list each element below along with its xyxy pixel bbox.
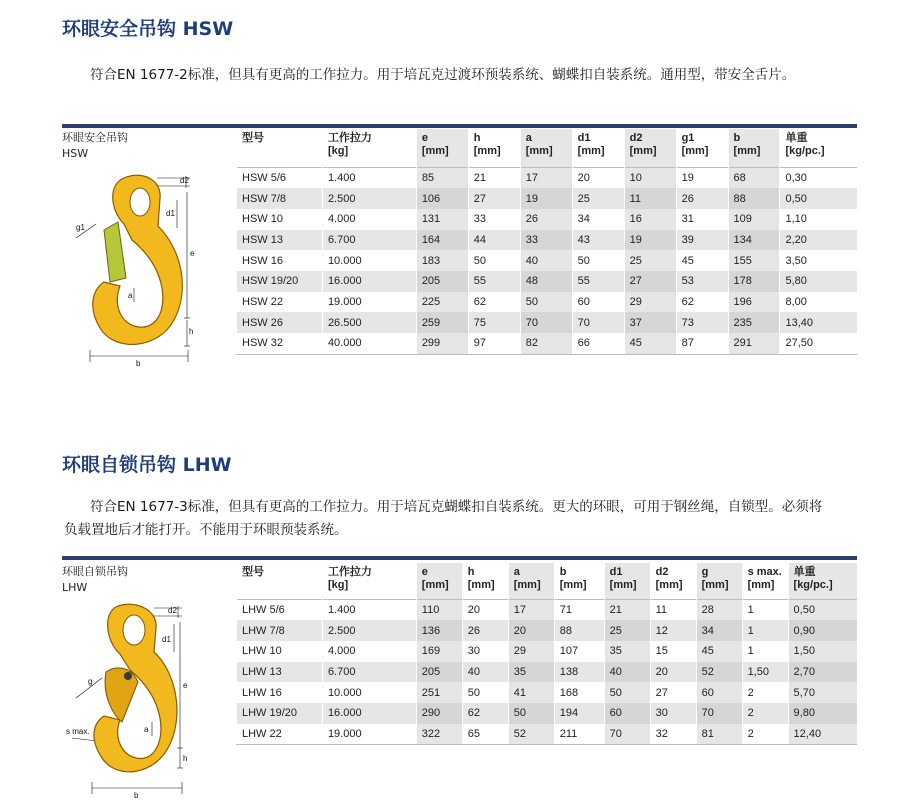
lhw-lock-latch-icon [105, 668, 138, 722]
lhw-table-cell: 45 [696, 641, 742, 662]
hsw-table-cell: 75 [468, 312, 520, 333]
lhw-table-cell: 2 [742, 724, 788, 745]
lhw-table-cell: 21 [604, 599, 650, 620]
hsw-title: 环眼安全吊钩 HSW [62, 18, 234, 40]
lhw-dim-e: e [183, 681, 188, 690]
lhw-table-cell: 88 [554, 620, 604, 641]
hsw-table-cell: 1,10 [780, 209, 857, 230]
hsw-hook-diagram [62, 170, 232, 370]
hsw-table-cell: 11 [624, 188, 676, 209]
lhw-table-cell: 35 [508, 662, 554, 683]
hsw-table-cell: 25 [624, 250, 676, 271]
lhw-col-header: d1 [mm] [604, 563, 650, 599]
lhw-table-cell: 136 [416, 620, 462, 641]
lhw-table-cell: 0,90 [788, 620, 857, 641]
hsw-table-cell: 70 [520, 312, 572, 333]
hsw-table-cell: 19 [520, 188, 572, 209]
hsw-table-cell: 50 [572, 250, 624, 271]
hsw-table-cell: 82 [520, 333, 572, 354]
lhw-col-header: h [mm] [462, 563, 508, 599]
hsw-table-cell: 43 [572, 230, 624, 251]
hsw-table-header-row [237, 129, 858, 167]
hsw-table-cell: HSW 22 [237, 292, 323, 313]
hsw-table-cell: 87 [676, 333, 728, 354]
lhw-table-cell: 81 [696, 724, 742, 745]
lhw-table-cell: 17 [508, 599, 554, 620]
lhw-table-cell: 40 [462, 662, 508, 683]
lhw-table-cell: 1 [742, 641, 788, 662]
hsw-table-cell: 85 [416, 167, 468, 188]
hsw-table-cell: 40.000 [322, 333, 416, 354]
hsw-product-label [62, 130, 128, 162]
hsw-table-cell: 259 [416, 312, 468, 333]
lhw-dim-b: b [134, 791, 139, 800]
lhw-table-cell: 4.000 [322, 641, 416, 662]
hsw-table-cell: 66 [572, 333, 624, 354]
lhw-dim-smax: s max. [66, 727, 90, 736]
hsw-table-cell: 73 [676, 312, 728, 333]
lhw-dim-d1: d1 [162, 635, 171, 644]
hsw-table-cell: 45 [676, 250, 728, 271]
hsw-col-header: 型号 [237, 129, 323, 167]
lhw-table-cell: LHW 19/20 [237, 703, 323, 724]
hsw-dim-b: b [136, 359, 141, 368]
hsw-table-cell: 62 [468, 292, 520, 313]
hsw-table-cell: 39 [676, 230, 728, 251]
lhw-table-cell: 50 [508, 703, 554, 724]
lhw-dim-a: a [144, 725, 149, 734]
lhw-table-body [237, 599, 858, 745]
lhw-product-label [62, 564, 128, 596]
hsw-table-cell: 1.400 [322, 167, 416, 188]
lhw-col-header: b [mm] [554, 563, 604, 599]
hsw-table-cell: 235 [728, 312, 780, 333]
hsw-table-cell: 196 [728, 292, 780, 313]
hsw-table-cell: HSW 32 [237, 333, 323, 354]
lhw-table-cell: 60 [604, 703, 650, 724]
hsw-table-row [237, 292, 858, 313]
lhw-table-header-row [237, 563, 858, 599]
lhw-table-cell: 1 [742, 620, 788, 641]
lhw-col-header: s max. [mm] [742, 563, 788, 599]
hsw-table-body [237, 167, 858, 354]
hsw-table-cell: HSW 10 [237, 209, 323, 230]
lhw-table-cell: 16.000 [322, 703, 416, 724]
hsw-table-cell: 62 [676, 292, 728, 313]
lhw-col-header: d2 [mm] [650, 563, 696, 599]
hsw-dim-h: h [189, 327, 194, 336]
lhw-col-header: 工作拉力 [kg] [322, 563, 416, 599]
hsw-table-cell: 20 [572, 167, 624, 188]
hsw-table-cell: 37 [624, 312, 676, 333]
lhw-table-row [237, 641, 858, 662]
hsw-table-row [237, 209, 858, 230]
hsw-col-header: h [mm] [468, 129, 520, 167]
lhw-col-header: a [mm] [508, 563, 554, 599]
lhw-table-cell: 62 [462, 703, 508, 724]
lhw-table-cell: 50 [604, 682, 650, 703]
lhw-table-cell: 9,80 [788, 703, 857, 724]
hsw-table-cell: 50 [520, 292, 572, 313]
lhw-table-cell: LHW 5/6 [237, 599, 323, 620]
lhw-table-row [237, 724, 858, 745]
lhw-col-header: 型号 [237, 563, 323, 599]
hsw-dim-d2: d2 [180, 176, 189, 185]
lhw-table-cell: 29 [508, 641, 554, 662]
lhw-table-cell: 2 [742, 682, 788, 703]
hsw-table-cell: 10.000 [322, 250, 416, 271]
lhw-col-header: 单重 [kg/pc.] [788, 563, 857, 599]
lhw-table-row [237, 599, 858, 620]
hsw-table-cell: 55 [468, 271, 520, 292]
hsw-dim-a: a [128, 291, 133, 300]
hsw-table-cell: 53 [676, 271, 728, 292]
hsw-table-cell: 2.500 [322, 188, 416, 209]
hsw-table-row [237, 271, 858, 292]
lhw-table-cell: 50 [462, 682, 508, 703]
hsw-table-cell: 25 [572, 188, 624, 209]
hsw-table-cell: 16 [624, 209, 676, 230]
lhw-table-cell: 32 [650, 724, 696, 745]
lhw-pivot-pin-icon [124, 672, 132, 680]
lhw-label-code: LHW [62, 581, 88, 594]
lhw-table-cell: 2 [742, 703, 788, 724]
hsw-table-cell: 33 [468, 209, 520, 230]
lhw-table-cell: 1 [742, 599, 788, 620]
hsw-table-cell: 8,00 [780, 292, 857, 313]
lhw-table-cell: 30 [650, 703, 696, 724]
lhw-table-cell: 19.000 [322, 724, 416, 745]
hsw-table-cell: 44 [468, 230, 520, 251]
hsw-table-cell: 109 [728, 209, 780, 230]
lhw-table-cell: 10.000 [322, 682, 416, 703]
lhw-title: 环眼自锁吊钩 LHW [62, 454, 232, 476]
hsw-table-cell: 19.000 [322, 292, 416, 313]
lhw-table-cell: 168 [554, 682, 604, 703]
lhw-table-cell: LHW 13 [237, 662, 323, 683]
lhw-table-cell: 40 [604, 662, 650, 683]
hsw-table-cell: 26 [676, 188, 728, 209]
hsw-label-code: HSW [62, 147, 89, 160]
hsw-dim-e: e [190, 249, 195, 258]
lhw-description: 符合EN 1677-3标准，但具有更高的工作拉力。用于培瓦克蝴蝶扣自装系统。更大的环眼，可用于钢丝绳，自锁型。必须将负载置地后才能打开。不能用于环眼预装系统。 [64, 499, 823, 538]
hsw-col-header: 工作拉力 [kg] [322, 129, 416, 167]
hsw-table-cell: 183 [416, 250, 468, 271]
lhw-table-cell: 70 [696, 703, 742, 724]
hsw-table-cell: 0,50 [780, 188, 857, 209]
hsw-col-header: d1 [mm] [572, 129, 624, 167]
lhw-table-cell: LHW 22 [237, 724, 323, 745]
lhw-table-cell: 322 [416, 724, 462, 745]
lhw-table-cell: 2,70 [788, 662, 857, 683]
hsw-table-cell: 88 [728, 188, 780, 209]
hsw-table-row [237, 230, 858, 251]
hsw-spec-table [236, 129, 857, 355]
lhw-table-cell: 138 [554, 662, 604, 683]
hsw-table-cell: 299 [416, 333, 468, 354]
hsw-table-cell: 19 [624, 230, 676, 251]
lhw-table-cell: 15 [650, 641, 696, 662]
hsw-table-cell: HSW 5/6 [237, 167, 323, 188]
lhw-dim-g: g [88, 677, 93, 686]
hsw-table-cell: 16.000 [322, 271, 416, 292]
lhw-table-cell: 25 [604, 620, 650, 641]
hsw-col-header: a [mm] [520, 129, 572, 167]
hsw-table-cell: 6.700 [322, 230, 416, 251]
hsw-table-cell: 34 [572, 209, 624, 230]
hsw-table-cell: 68 [728, 167, 780, 188]
hsw-table-cell: 106 [416, 188, 468, 209]
hsw-table-cell: 48 [520, 271, 572, 292]
hsw-table-cell: 225 [416, 292, 468, 313]
lhw-table-topbar [62, 556, 857, 560]
hsw-col-header: e [mm] [416, 129, 468, 167]
lhw-table-cell: 1,50 [742, 662, 788, 683]
lhw-table-cell: 60 [696, 682, 742, 703]
hsw-table-cell: 131 [416, 209, 468, 230]
lhw-hook-diagram [62, 602, 237, 802]
hsw-table-cell: 26 [520, 209, 572, 230]
hsw-dim-d1: d1 [166, 209, 175, 218]
lhw-table-cell: 52 [508, 724, 554, 745]
hsw-table-cell: 4.000 [322, 209, 416, 230]
hsw-table-cell: 70 [572, 312, 624, 333]
lhw-spec-table [236, 563, 857, 745]
lhw-table-cell: LHW 10 [237, 641, 323, 662]
hsw-table-row [237, 312, 858, 333]
lhw-table-cell: 205 [416, 662, 462, 683]
hsw-table-cell: HSW 26 [237, 312, 323, 333]
hsw-col-header: d2 [mm] [624, 129, 676, 167]
lhw-table-cell: LHW 7/8 [237, 620, 323, 641]
lhw-table-cell: 26 [462, 620, 508, 641]
lhw-table-cell: 11 [650, 599, 696, 620]
lhw-col-header: g [mm] [696, 563, 742, 599]
hsw-table-cell: 178 [728, 271, 780, 292]
hsw-table-cell: 26.500 [322, 312, 416, 333]
hsw-table-cell: 164 [416, 230, 468, 251]
hsw-table-topbar [62, 124, 857, 128]
lhw-table-cell: 41 [508, 682, 554, 703]
lhw-table-cell: 251 [416, 682, 462, 703]
lhw-table-cell: 28 [696, 599, 742, 620]
hsw-col-header: b [mm] [728, 129, 780, 167]
lhw-table-cell: 0,50 [788, 599, 857, 620]
hsw-table-cell: 31 [676, 209, 728, 230]
lhw-table-cell: 1,50 [788, 641, 857, 662]
lhw-table-cell: 2.500 [322, 620, 416, 641]
hsw-table-cell: 3,50 [780, 250, 857, 271]
lhw-dim-d2: d2 [168, 606, 177, 615]
lhw-table-row [237, 682, 858, 703]
hsw-table-cell: 17 [520, 167, 572, 188]
hsw-table-cell: 27 [468, 188, 520, 209]
lhw-table-cell: 110 [416, 599, 462, 620]
hsw-label-cn: 环眼安全吊钩 [62, 131, 128, 144]
lhw-table-row [237, 620, 858, 641]
lhw-table-cell: 5,70 [788, 682, 857, 703]
lhw-table-cell: 107 [554, 641, 604, 662]
lhw-table-cell: 70 [604, 724, 650, 745]
hsw-table-row [237, 167, 858, 188]
hsw-table-cell: 60 [572, 292, 624, 313]
hsw-col-header: 单重 [kg/pc.] [780, 129, 857, 167]
hsw-table-cell: 55 [572, 271, 624, 292]
lhw-table-cell: 290 [416, 703, 462, 724]
hsw-table-cell: HSW 19/20 [237, 271, 323, 292]
lhw-label-cn: 环眼自锁吊钩 [62, 565, 128, 578]
hsw-table-cell: 50 [468, 250, 520, 271]
hsw-table-cell: 27,50 [780, 333, 857, 354]
lhw-table-cell: 169 [416, 641, 462, 662]
hsw-table-cell: 33 [520, 230, 572, 251]
hsw-table-cell: 19 [676, 167, 728, 188]
lhw-table-cell: LHW 16 [237, 682, 323, 703]
lhw-table-cell: 1.400 [322, 599, 416, 620]
lhw-dim-h: h [183, 754, 188, 763]
hsw-table-cell: HSW 7/8 [237, 188, 323, 209]
lhw-table-cell: 52 [696, 662, 742, 683]
hsw-table-cell: 155 [728, 250, 780, 271]
lhw-table-cell: 34 [696, 620, 742, 641]
lhw-table-cell: 71 [554, 599, 604, 620]
hsw-table-cell: 5,80 [780, 271, 857, 292]
lhw-table-cell: 211 [554, 724, 604, 745]
hsw-table-cell: 2,20 [780, 230, 857, 251]
hsw-table-cell: 10 [624, 167, 676, 188]
hsw-table-cell: 134 [728, 230, 780, 251]
lhw-col-header: e [mm] [416, 563, 462, 599]
hsw-table-cell: 21 [468, 167, 520, 188]
hsw-table-cell: 29 [624, 292, 676, 313]
hsw-col-header: g1 [mm] [676, 129, 728, 167]
hsw-table-cell: HSW 16 [237, 250, 323, 271]
lhw-table-cell: 27 [650, 682, 696, 703]
hsw-table-cell: 205 [416, 271, 468, 292]
hsw-table-cell: 45 [624, 333, 676, 354]
hsw-table-cell: 97 [468, 333, 520, 354]
hsw-safety-latch-icon [104, 222, 126, 282]
hsw-table-row [237, 250, 858, 271]
lhw-table-cell: 30 [462, 641, 508, 662]
hsw-description: 符合EN 1677-2标准，但具有更高的工作拉力。用于培瓦克过渡环预装系统、蝴蝶扣自装系统。通用型，带安全舌片。 [90, 67, 796, 83]
hsw-table-row [237, 333, 858, 354]
lhw-table-cell: 20 [508, 620, 554, 641]
lhw-table-cell: 6.700 [322, 662, 416, 683]
hsw-table-row [237, 188, 858, 209]
lhw-table-row [237, 662, 858, 683]
lhw-table-cell: 65 [462, 724, 508, 745]
hsw-table-cell: 291 [728, 333, 780, 354]
hsw-table-cell: 27 [624, 271, 676, 292]
hsw-table-cell: 13,40 [780, 312, 857, 333]
hsw-table-cell: HSW 13 [237, 230, 323, 251]
lhw-table-cell: 194 [554, 703, 604, 724]
lhw-table-cell: 12,40 [788, 724, 857, 745]
hsw-table-cell: 0,30 [780, 167, 857, 188]
lhw-table-cell: 12 [650, 620, 696, 641]
hsw-table-cell: 40 [520, 250, 572, 271]
lhw-table-cell: 35 [604, 641, 650, 662]
lhw-table-cell: 20 [462, 599, 508, 620]
lhw-table-row [237, 703, 858, 724]
hsw-dim-g1: g1 [76, 223, 85, 232]
lhw-table-cell: 20 [650, 662, 696, 683]
